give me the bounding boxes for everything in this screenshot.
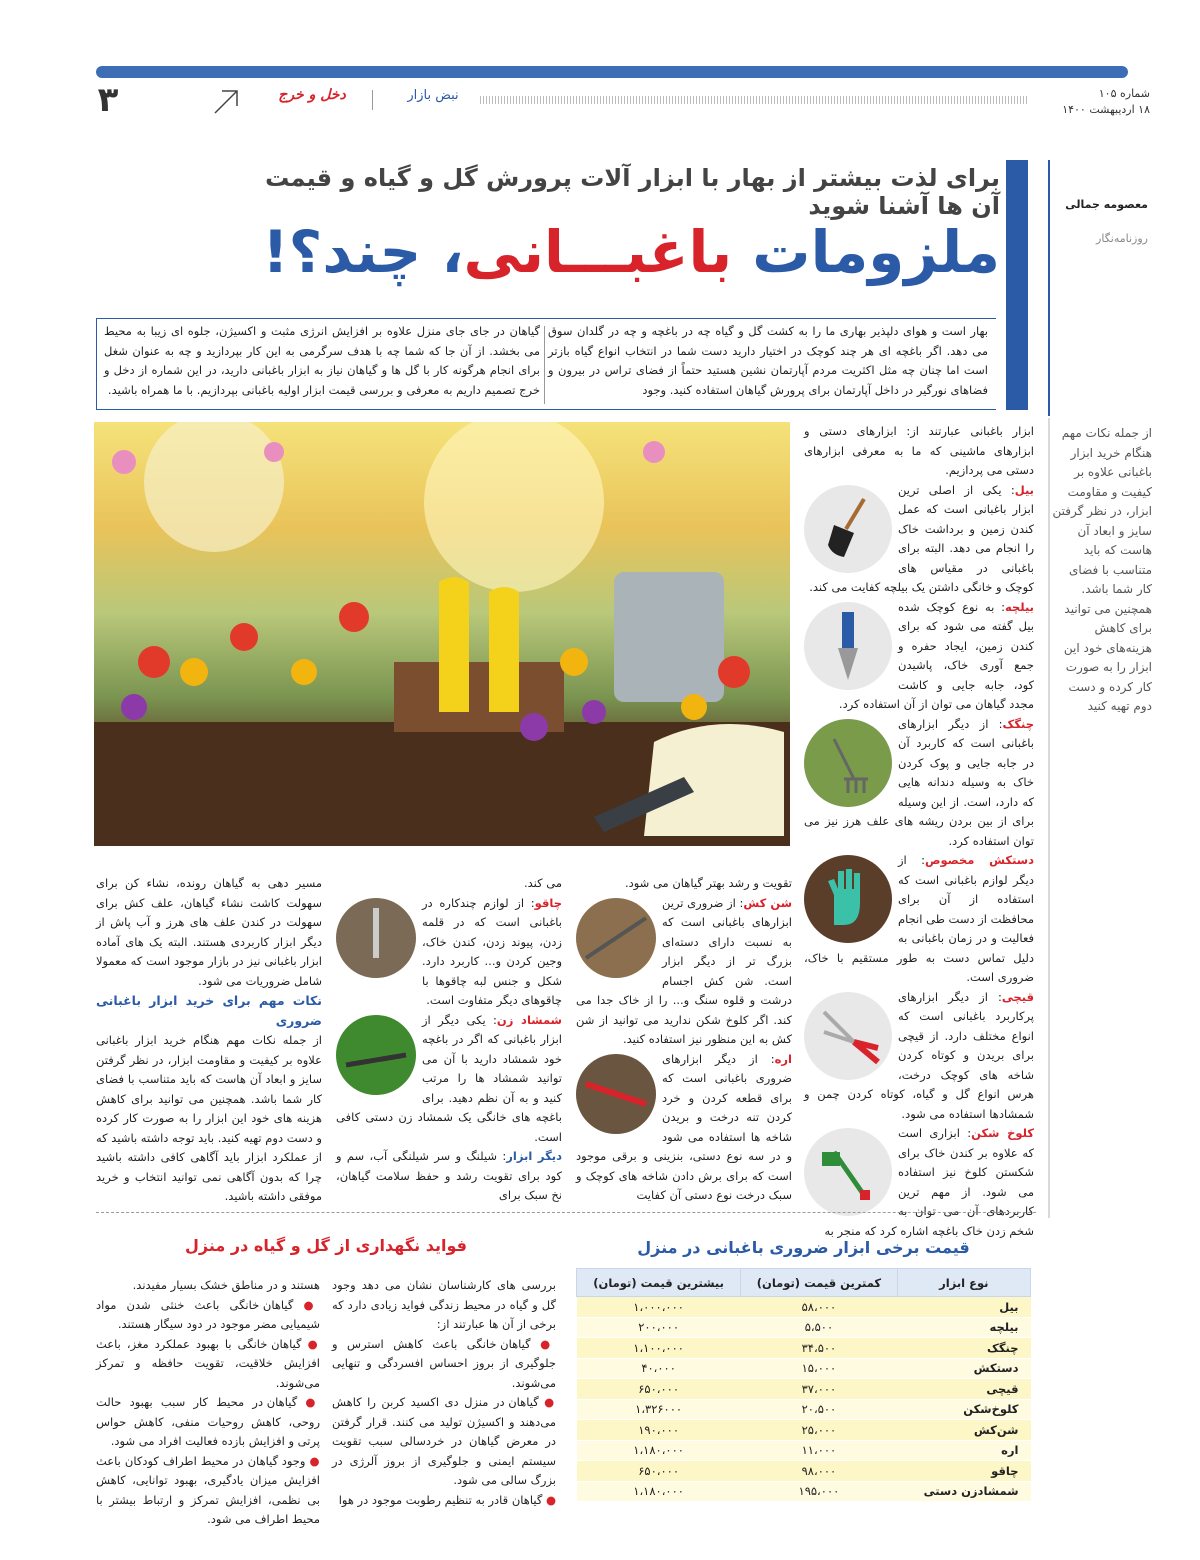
bullet-icon: ● — [297, 1395, 320, 1409]
section-title: نبض بازار — [407, 88, 459, 103]
bullet-icon: ● — [542, 1492, 556, 1507]
min-price-cell: ۱۵،۰۰۰ — [741, 1358, 897, 1379]
areh-text: : از دیگر ابزارهای ضروری باغبانی است که برای قطعه کردن و خرد کردن تنه درخت و بریدن شاخه ها استفاده می شود و در سه نوع دستی، بنزینی و برقی موجود است که برای برش دادن شاخه های کوچک و سبک درخت نوع دستی آن کفایت — [576, 1051, 792, 1202]
max-price-cell: ۴۰،۰۰۰ — [577, 1358, 741, 1379]
tool-name: چنگک — [1002, 716, 1034, 731]
tool-cell: چنگک — [897, 1338, 1030, 1359]
tools-intro: ابزار باغبانی عبارتند از: ابزارهای دستی و ابزارهای ماشینی که ما به معرفی ابزارهای دستی می پردازیم. — [804, 424, 1034, 477]
saw-photo — [576, 1054, 656, 1134]
price-table — [576, 1268, 1031, 1502]
tool-cell: کلوخ‌شکن — [897, 1399, 1030, 1420]
benefits-right — [332, 1276, 556, 1510]
tool-cell: بیلچه — [897, 1317, 1030, 1338]
benefit-text: گیاهان خانگی با بهبود عملکرد مغز، باعث افزایش خلاقیت، تقویت حافظه و تمرکز می‌شوند. — [96, 1336, 320, 1390]
benefit-item — [332, 1393, 556, 1491]
bullet-icon: ● — [301, 1336, 320, 1351]
min-price-cell: ۵،۵۰۰ — [741, 1317, 897, 1338]
min-price-cell: ۹۸،۰۰۰ — [741, 1461, 897, 1482]
bullet-icon: ● — [530, 1336, 556, 1351]
page-number: ۳ — [97, 80, 119, 120]
headline-part-2: باغبـــانی — [463, 218, 733, 286]
min-price-cell: ۳۷،۰۰۰ — [741, 1379, 897, 1400]
max-price-cell: ۶۵۰،۰۰۰ — [577, 1461, 741, 1482]
lead-left: گیاهان در جای جای منزل علاوه بر افزایش انرژی مثبت و اکسیژن، جلوه ای زیبا به محیط می بخشد. از آن جا که شما چه با هدف سرگرمی به این کار بپردازید و چه به عنوان شغل برای انجام هرگونه کار با گل ها و گیاهان نیاز به ابزار باغبانی دارید، در این شماره از دخل و خرج تصمیم داریم به معرفی و بررسی قیمت ابزار اولیه باغبانی بپردازیم. با ما همراه باشید. — [104, 324, 540, 397]
benefits-title: فواید نگهداری از گل و گیاه در منزل — [185, 1236, 467, 1255]
column-3 — [576, 874, 792, 1206]
knife-photo — [336, 898, 416, 978]
table-row — [577, 1481, 1031, 1502]
table-row — [577, 1297, 1031, 1318]
shenkesh-text: : از ضروری ترین ابزارهای باغبانی است که به نسبت دارای دسته‌ای بزرگ تر از دیگر ابزار است. شن کش اجسام درشت و قلوه سنگ و... را از خاک جدا می کند. اگر کلوخ شکن ندارید می توانید از شن کش به این منظور نیز استفاده کنید. — [576, 895, 792, 1046]
trowel-icon — [804, 602, 892, 690]
headline-accent-bar — [1006, 160, 1028, 410]
hoe-icon — [804, 1128, 892, 1216]
header-separator — [372, 90, 373, 110]
tool-text: : به نوع کوچک شده بیل گفته می شود که برای کندن زمین، ایجاد حفره و جمع آوری خاک، پاشیدن کود، جابه جایی و کاشت مجدد گیاهان می توان از آن استفاده کرد. — [838, 599, 1034, 711]
headline-part-1: ملزومات — [732, 218, 1000, 286]
benefit-item — [96, 1452, 320, 1530]
benefit-item — [332, 1491, 556, 1511]
shemshad-name: شمشاد زن — [496, 1012, 562, 1027]
tips-title: نکات مهم برای خرید ابزار باغبانی ضروری — [96, 993, 322, 1028]
min-price-cell: ۲۵،۰۰۰ — [741, 1420, 897, 1441]
col2-start: می کند. — [523, 876, 562, 890]
price-table-title: قیمت برخی ابزار ضروری باغبانی در منزل — [637, 1238, 970, 1257]
tool-cell: چاقو — [897, 1461, 1030, 1482]
table-row — [577, 1461, 1031, 1482]
col3-start: تقویت و رشد بهتر گیاهان می شود. — [624, 876, 792, 890]
tool-name: کلوخ شکن — [971, 1126, 1034, 1140]
table-row — [577, 1440, 1031, 1461]
issue-date: ۱۸ اردیبهشت ۱۴۰۰ — [1062, 103, 1150, 116]
glove-icon — [804, 855, 892, 943]
magazine-logo: دخل و خرج — [278, 87, 346, 103]
benefits-intro: بررسی های کارشناسان نشان می دهد وجود گل و گیاه در محیط زندگی فواید زیادی دارد که برخی از آن ها عبارتند از: — [332, 1278, 556, 1331]
tool-cell: شن‌کش — [897, 1420, 1030, 1441]
tool-cell: بیل — [897, 1297, 1030, 1318]
shenkesh-name: شن کش — [743, 895, 792, 910]
issue-number: شماره ۱۰۵ — [1098, 87, 1150, 100]
max-price-cell: ۱،۳۲۶۰۰۰ — [577, 1399, 741, 1420]
hedge-trimmer-photo — [336, 1015, 416, 1095]
max-price-cell: ۱،۱۰۰،۰۰۰ — [577, 1338, 741, 1359]
min-price-cell: ۱۱،۰۰۰ — [741, 1440, 897, 1461]
table-row — [577, 1317, 1031, 1338]
table-header: کمترین قیمت (تومان) — [741, 1269, 897, 1297]
benefit-text: وجود گیاهان در محیط اطراف کودکان باعث افزایش میزان یادگیری، بهبود توانایی، کاهش بی نظمی، افزایش تمرکز و ارتباط بیشتر با محیط اطراف می شود. — [96, 1453, 320, 1526]
tool-text: : از دیگر ابزارهای باغبانی است که کاربرد آن در جابه جایی و پوک کردن خاک به وسیله دندانه هایی که دارد، است. از این وسیله برای از بین بردن ریشه های علف هرز نیز می توان استفاده کرد. — [804, 716, 1034, 848]
bullet-icon: ● — [305, 1453, 320, 1468]
tool-name: قیچی — [1001, 989, 1034, 1004]
shemshad-text: : یکی دیگر از ابزار باغبانی که اگر در باغچه خود شمشاد دارید با آن می توانید شمشاد ها را مرتب کنید و به آن نظم دهید. برای باغچه های خانگی یک شمشاد زن دستی کافی است. — [336, 1012, 562, 1144]
max-price-cell: ۶۵۰،۰۰۰ — [577, 1379, 741, 1400]
lead-divider — [544, 326, 545, 404]
tool-cell: شمشادزن دستی — [897, 1481, 1030, 1502]
benefit-text: گیاهان در منزل دی اکسید کربن را کاهش می‌دهند و اکسیژن تولید می کنند. قرار گرفتن در معرض گیاهان در خردسالی سبب تقویت سیستم ایمنی و جلوگیری از بروز آلرژی در بزرگ سالی می شود. — [332, 1395, 556, 1487]
benefit-text: گیاهان قادر به تنظیم رطوبت موجود در هوا — [338, 1492, 543, 1507]
author-role: روزنامه‌نگار — [1096, 232, 1148, 245]
chaghoo-name: چاقو — [534, 895, 562, 910]
tool-cell: دستکش — [897, 1358, 1030, 1379]
issue-info — [1040, 86, 1150, 118]
min-price-cell: ۲۰،۵۰۰ — [741, 1399, 897, 1420]
bullet-icon: ● — [293, 1297, 320, 1312]
max-price-cell: ۱،۰۰۰،۰۰۰ — [577, 1297, 741, 1318]
column-1 — [96, 874, 322, 1207]
tool-text: : یکی از اصلی ترین ابزار باغبانی است که عمل کندن زمین و برداشت خاک را انجام می دهد. البته برای باغبانی در مقیاس های کوچک و خانگی داشتن یک بیلچه کفایت می کند. — [809, 482, 1034, 594]
max-price-cell: ۱،۱۸۰،۰۰۰ — [577, 1481, 741, 1502]
section-divider — [96, 1212, 1036, 1213]
max-price-cell: ۱۹۰،۰۰۰ — [577, 1420, 741, 1441]
tool-item — [804, 1124, 1034, 1241]
author-rule — [1048, 160, 1050, 416]
tool-item — [804, 851, 1034, 988]
table-row — [577, 1338, 1031, 1359]
garden-photo — [94, 422, 790, 846]
table-header: نوع ابزار — [897, 1269, 1030, 1297]
author-name: معصومه جمالی — [1065, 198, 1148, 211]
bullet-icon: ● — [538, 1395, 556, 1409]
table-row — [577, 1420, 1031, 1441]
arrow-icon — [212, 86, 242, 116]
benefit-item — [96, 1335, 320, 1394]
benefit-text: گیاهان خانگی باعث خنثی شدن مواد شیمیایی مضر موجود در دود سیگار هستند. — [96, 1297, 320, 1331]
max-price-cell: ۲۰۰،۰۰۰ — [577, 1317, 741, 1338]
tool-item — [804, 598, 1034, 715]
headline-part-3: ، چند؟! — [262, 218, 464, 286]
tool-text: : از دیگر ابزارهای پرکاربرد باغبانی است که انواع مختلف دارد. از قیچی برای بریدن و کوتاه کردن شاخه های کوچک درخت، هرس انواع گل و گیاه، کوتاه کردن چمن و شمشادها استفاده می شود. — [804, 989, 1034, 1121]
chaghoo-text: : از لوازم چندکاره در باغبانی است که در قلمه زدن، پیوند زدن، کندن خاک، وجین کردن و... کاربرد دارد. شکل و جنس لبه چاقوها با چاقوهای دیگر متفاوت است. — [422, 895, 562, 1007]
tool-text: : ابزاری است که علاوه بر کندن خاک برای شکستن کلوخ نیز استفاده می شود. از مهم ترین کاربردهای آن می توان به شخم زدن خاک باغچه اشاره کرد که منجر به — [824, 1126, 1034, 1238]
main-headline — [240, 212, 1000, 292]
rake-photo — [576, 898, 656, 978]
subheadline: برای لذت بیشتر از بهار با ابزار آلات پرورش گل و گیاه و قیمت آن ها آشنا شوید — [265, 164, 1000, 220]
benefit-item — [332, 1335, 556, 1394]
shovel-icon — [804, 485, 892, 573]
min-price-cell: ۱۹۵،۰۰۰ — [741, 1481, 897, 1502]
tools-column — [804, 422, 1034, 1241]
benefit-item — [96, 1393, 320, 1452]
table-row — [577, 1358, 1031, 1379]
lead-right: بهار است و هوای دلپذیر بهاری ما را به کشت گل و گیاه چه در باغچه و چه در گلدان سوق می دهد. اگر باغچه ای هر چند کوچک در اختیار دارید دست شما در انتخاب انواع گیاه بازتر است اما چنان چه مثل اکثریت مردم آپارتمان نشین هستید حتماً از فضای تراس در بیرون و فضاهای نورگیر در داخل آپارتمان برای پرورش گیاهان استفاده کنید. وجود — [548, 324, 988, 397]
table-row — [577, 1379, 1031, 1400]
other-tools-name: دیگر ابزار — [506, 1149, 562, 1163]
col1-start: مسیر دهی به گیاهان رونده، نشاء کن برای سهولت کاشت نشاء گیاهان، علف کش برای سهولت در کندن علف های هرز و آب پاش از دیگر ابزار کاربردی هستند. البته یک های آماده ابزار باغبانی نیز در بازار موجود است که معمولا شامل ضروریات می شود. — [96, 876, 322, 988]
tool-item — [804, 715, 1034, 852]
scissors-icon — [804, 992, 892, 1080]
column-2 — [336, 874, 562, 1206]
min-price-cell: ۵۸،۰۰۰ — [741, 1297, 897, 1318]
top-bar — [96, 66, 1128, 78]
other-tools-text: : شیلنگ و سر شیلنگی آب، سم و کود برای تقویت رشد و حفظ سلامت گیاهان، نخ سبک برای — [336, 1149, 562, 1202]
benefits-left-intro: هستند و در مناطق خشک بسیار مفیدند. — [132, 1278, 320, 1292]
side-rule — [1048, 418, 1050, 1218]
benefits-left — [96, 1276, 320, 1530]
tool-cell: قیچی — [897, 1379, 1030, 1400]
areh-name: اره — [774, 1051, 792, 1066]
tool-name: بیل — [1014, 482, 1034, 497]
tool-item — [804, 988, 1034, 1125]
garden-illustration — [94, 422, 790, 846]
side-note: از جمله نکات مهم هنگام خرید ابزار باغبانی علاوه بر کیفیت و مقاومت ابزار، در نظر گرفتن سایز و ابعاد آن هاست که باید متناسب با فضای کار شما باشد. همچنین می توانید برای کاهش هزینه‌های خود این ابزار را به صورت کار کرده و دست دوم تهیه کنید — [1052, 426, 1152, 713]
tool-text: : از دیگر لوازم باغبانی است که استفاده از آن برای محافظت از دست طی انجام فعالیت و در زمان باغبانی به دلیل تماس دست به طور مستقیم با خاک، ضروری است. — [804, 853, 1034, 984]
tool-name: بیلچه — [1005, 599, 1034, 614]
tool-name: دستکش مخصوص — [925, 853, 1034, 867]
table-header: بیشترین قیمت (تومان) — [577, 1269, 741, 1297]
header-rule — [480, 96, 1028, 104]
benefit-text: گیاهان در محیط کار سبب بهبود حالت روحی، کاهش روحیات منفی، کاهش حواس پرتی و افزایش بازده فعالیت افراد می شود. — [96, 1395, 320, 1448]
benefit-text: گیاهان خانگی باعث کاهش استرس و جلوگیری از بروز احساس افسردگی و تنهایی می‌شوند. — [332, 1336, 556, 1390]
benefit-item — [96, 1296, 320, 1335]
min-price-cell: ۳۴،۵۰۰ — [741, 1338, 897, 1359]
rake-icon — [804, 719, 892, 807]
tool-item — [804, 481, 1034, 598]
tool-cell: اره — [897, 1440, 1030, 1461]
max-price-cell: ۱،۱۸۰،۰۰۰ — [577, 1440, 741, 1461]
table-row — [577, 1399, 1031, 1420]
tips-text: از جمله نکات مهم هنگام خرید ابزار باغبانی علاوه بر کیفیت و مقاومت ابزار، در نظر گرفتن سایز و ابعاد آن هاست که باید متناسب با فضای کار شما باشد. همچنین می توانید برای کاهش هزینه های خود این ابزار را به صورت کار کرده و دست دوم تهیه کنید. باید توجه داشته باشید که از عملکرد ابزار باید آگاهی کافی داشته باشید چرا که بدون آگاهی نمی توانید انتخاب و خرید موفقی داشته باشید. — [96, 1033, 322, 1203]
